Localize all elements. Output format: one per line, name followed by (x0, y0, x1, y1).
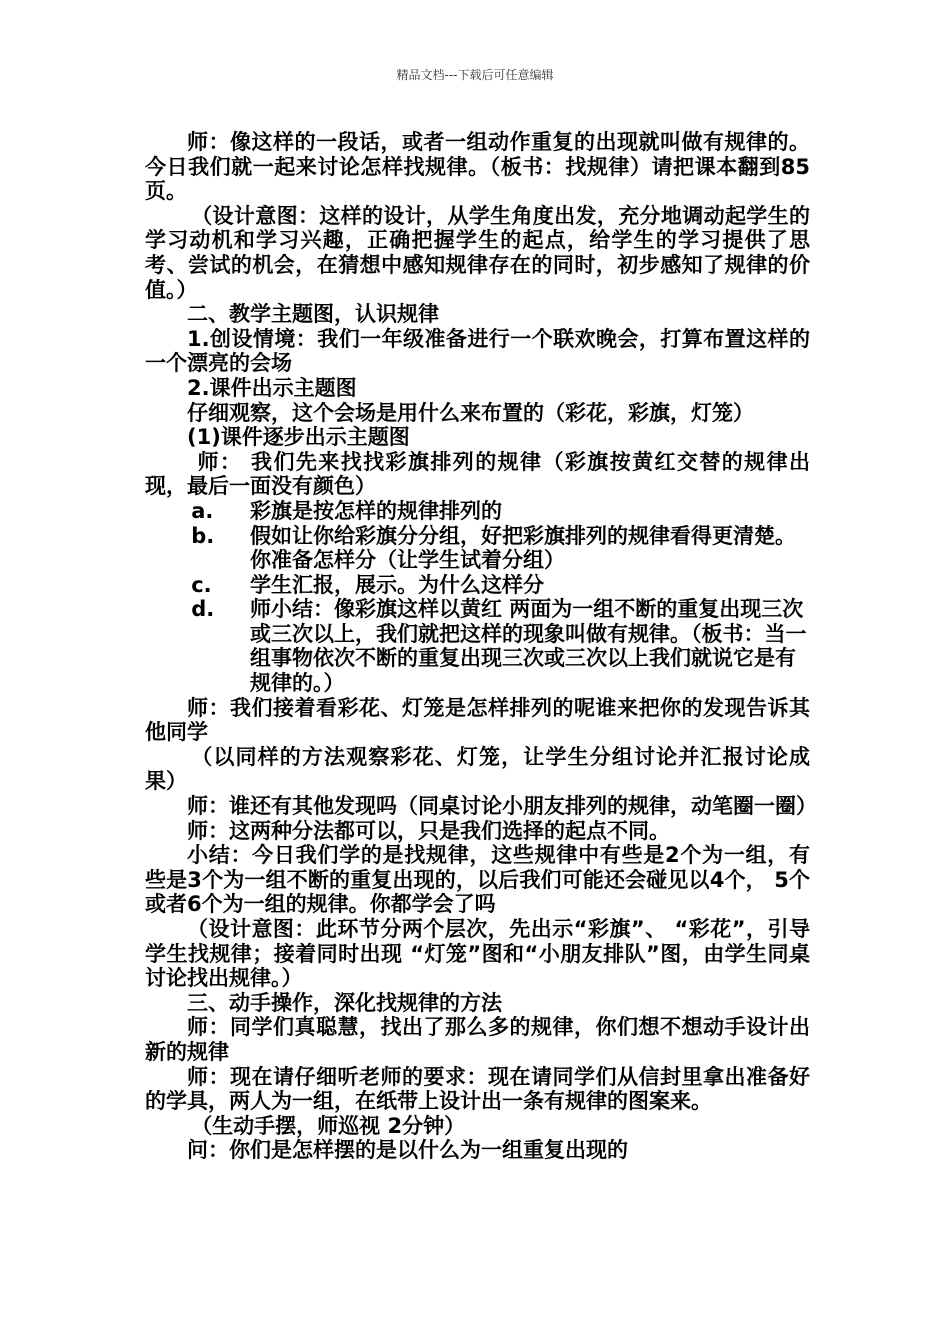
paragraph: 2.课件出示主题图 (187, 375, 357, 400)
list-marker: a. (191, 498, 214, 523)
paragraph: 问：你们是怎样摆的是以什么为一组重复出现的 (187, 1138, 628, 1163)
paragraph: 仔细观察，这个会场是用什么来布置的（彩花，彩旗，灯笼） (187, 400, 754, 425)
paragraph: 小结：今日我们学的是找规律，这些规律中有些是2个为一组，有些是3个为一组不断的重复出现的，以后我们可能还会碰见以4个， 5个或者6个为一组的规律。你都学会了吗 (145, 843, 810, 917)
list-text: 学生汇报，展示。为什么这样分 (249, 572, 544, 597)
page-header: 精品文档---下载后可任意编辑 (396, 68, 554, 82)
paragraph: （设计意图：这样的设计，从学生角度出发，充分地调动起学生的学习动机和学习兴趣，正确把握学生的起点，给学生的学习提供了思考、尝试的机会，在猜想中感知规律存在的同时，初步感知了规律的价值。） (145, 203, 810, 302)
paragraph: 师： 我们先来找找彩旗排列的规律（彩旗按黄红交替的规律出现，最后一面没有颜色） (145, 449, 810, 499)
list-item (145, 573, 810, 598)
list-marker: b. (191, 523, 215, 548)
list-text: 假如让你给彩旗分分组，好把彩旗排列的规律看得更清楚。你准备怎样分（让学生试着分组） (249, 523, 796, 573)
paragraph: 师：这两种分法都可以，只是我们选择的起点不同。 (187, 818, 670, 843)
list-item (145, 597, 810, 695)
list-item (145, 499, 810, 524)
paragraph: 师：现在请仔细听老师的要求：现在请同学们从信封里拿出准备好的学具，两人为一组，在纸带上设计出一条有规律的图案来。 (145, 1064, 810, 1114)
list-text: 彩旗是按怎样的规律排列的 (249, 498, 502, 523)
list-text: 师小结：像彩旗这样以黄红 两面为一组不断的重复出现三次或三次以上，我们就把这样的现象叫做有规律。（板书：当一组事物依次不断的重复出现三次或三次以上我们就说它是有规律的。） (249, 597, 807, 696)
paragraph: （生动手摆，师巡视 2分钟） (191, 1113, 466, 1138)
list-marker: c. (191, 572, 212, 597)
paragraph: 师：我们接着看彩花、灯笼是怎样排列的呢谁来把你的发现告诉其他同学 (145, 695, 810, 745)
list-marker: d. (191, 597, 215, 622)
paragraph: (1)课件逐步出示主题图 (187, 425, 410, 450)
list-item (145, 524, 810, 573)
section-heading: 二、教学主题图，认识规律 (187, 302, 439, 327)
paragraph: 师：同学们真聪慧，找出了那么多的规律，你们想不想动手设计出新的规律 (145, 1015, 810, 1064)
paragraph: （设计意图：此环节分两个层次，先出示“彩旗”、 “彩花”，引导学生找规律；接着同时出现 “灯笼”图和“小朋友排队”图，由学生同桌讨论找出规律。） (145, 917, 810, 991)
paragraph: （以同样的方法观察彩花、灯笼，让学生分组讨论并汇报讨论成果） (145, 744, 810, 794)
document-body (145, 130, 817, 1163)
paragraph: 1.创设情境：我们一年级准备进行一个联欢晚会，打算布置这样的一个漂亮的会场 (145, 326, 810, 376)
paragraph: 师：谁还有其他发现吗（同桌讨论小朋友排列的规律，动笔圈一圈） (187, 794, 817, 819)
section-heading: 三、动手操作，深化找规律的方法 (187, 990, 502, 1015)
paragraph: 师：像这样的一段话，或者一组动作重复的出现就叫做有规律的。今日我们就一起来讨论怎样找规律。（板书：找规律）请把课本翻到85页。 (145, 130, 810, 204)
